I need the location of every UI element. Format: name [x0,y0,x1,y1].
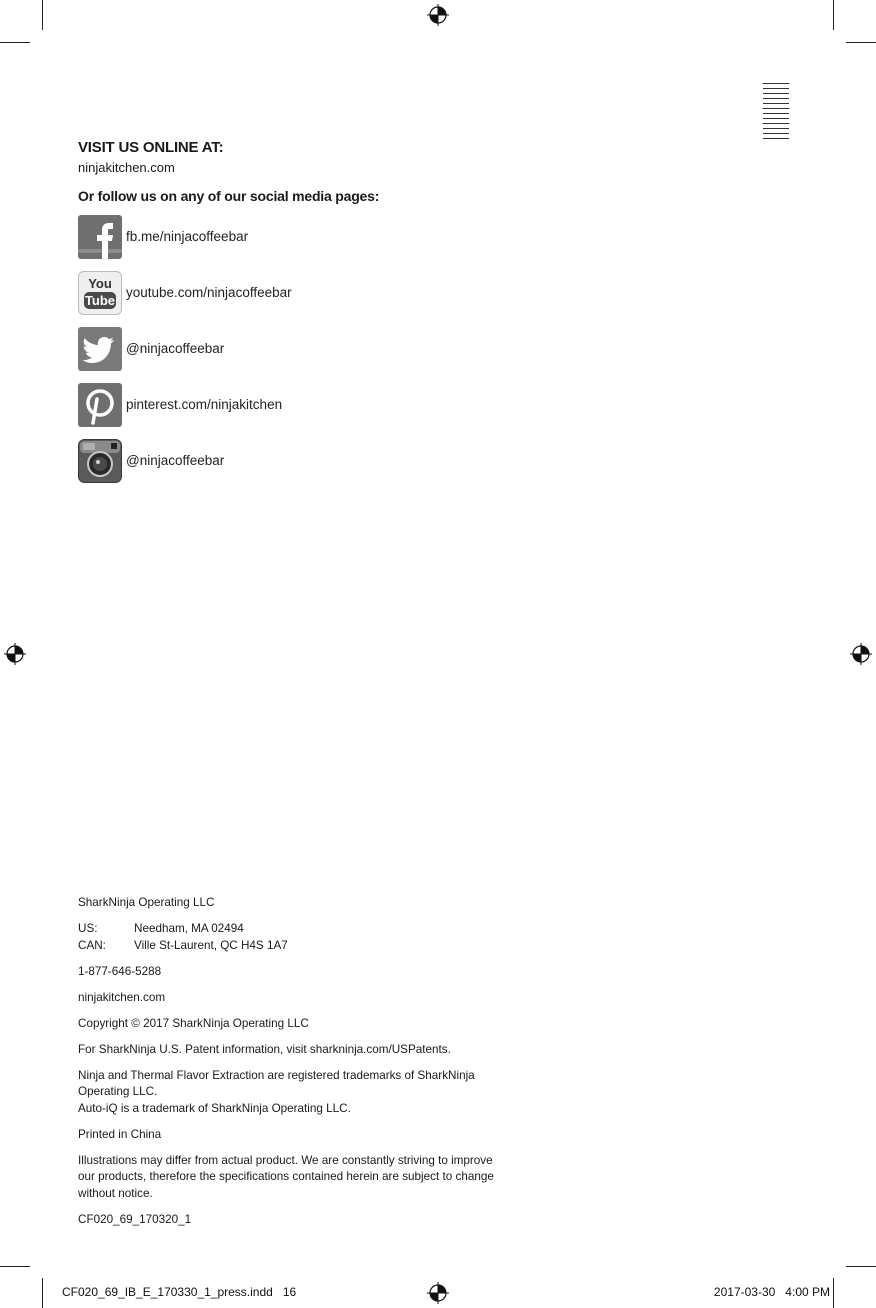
address-can [78,938,508,955]
legal-footer [78,895,508,1238]
address-label: US: [78,922,98,935]
facebook-icon [78,215,122,259]
company-name: SharkNinja Operating LLC [78,896,215,909]
crop-mark-top-right-v [833,0,834,30]
social-item-pinterest[interactable] [78,382,282,427]
trademark-notice: Ninja and Thermal Flavor Extraction are registered trademarks of SharkNinja Operating LLC. [78,1068,475,1098]
social-label: youtube.com/ninjacoffeebar [126,285,292,300]
svg-text:Tube: Tube [84,292,116,308]
page-tab-stripes [763,83,789,143]
copyright: Copyright © 2017 SharkNinja Operating LLC [78,1016,309,1030]
follow-heading: Or follow us on any of our social media pages: [78,188,380,204]
instagram-icon [78,439,122,483]
svg-text:You: You [88,275,112,291]
address-us [78,921,508,938]
crop-mark-top-left-h [0,42,30,43]
social-label: @ninjacoffeebar [126,341,225,356]
crop-mark-top-right-h [846,42,876,43]
footer-website[interactable]: ninjakitchen.com [78,990,166,1004]
printed-in: Printed in China [78,1127,162,1141]
registration-mark-icon [427,1282,449,1304]
crop-mark-bottom-left-v [42,1278,43,1308]
twitter-icon [78,327,122,371]
registration-mark-icon [427,4,449,26]
registration-mark-icon [850,643,872,665]
social-item-youtube[interactable] [78,270,292,315]
crop-mark-bottom-right-v [833,1278,834,1308]
patent-info: For SharkNinja U.S. Patent information, visit sharkninja.com/USPatents. [78,1042,451,1056]
trademark-notice: Auto-iQ is a trademark of SharkNinja Operating LLC. [78,1101,351,1115]
address-value: Needham, MA 02494 [134,922,244,935]
crop-mark-bottom-right-h [846,1266,876,1267]
address-label: CAN: [78,938,106,952]
social-label: pinterest.com/ninjakitchen [126,397,283,412]
visit-online-heading: VISIT US ONLINE AT: [78,139,224,156]
print-slug-date: 2017-03-30 4:00 PM [713,1285,830,1299]
crop-mark-top-left-v [42,0,43,30]
disclaimer: Illustrations may differ from actual product. We are constantly striving to improve our products, therefore the specifications contained herein are subject to change without notice. [78,1153,494,1200]
phone-number: 1-877-646-5288 [78,964,162,978]
crop-mark-bottom-left-h [0,1266,30,1267]
social-item-instagram[interactable] [78,438,224,483]
social-item-facebook[interactable] [78,214,248,259]
pinterest-icon [78,383,122,427]
social-label: fb.me/ninjacoffeebar [126,229,249,244]
address-value: Ville St-Laurent, QC H4S 1A7 [134,938,288,952]
youtube-icon [78,271,122,315]
website-link[interactable]: ninjakitchen.com [78,160,175,175]
document-code: CF020_69_170320_1 [78,1212,192,1226]
social-label: @ninjacoffeebar [126,453,225,468]
social-item-twitter[interactable] [78,326,224,371]
registration-mark-icon [4,643,26,665]
print-slug-file: CF020_69_IB_E_170330_1_press.indd 16 [62,1285,297,1299]
